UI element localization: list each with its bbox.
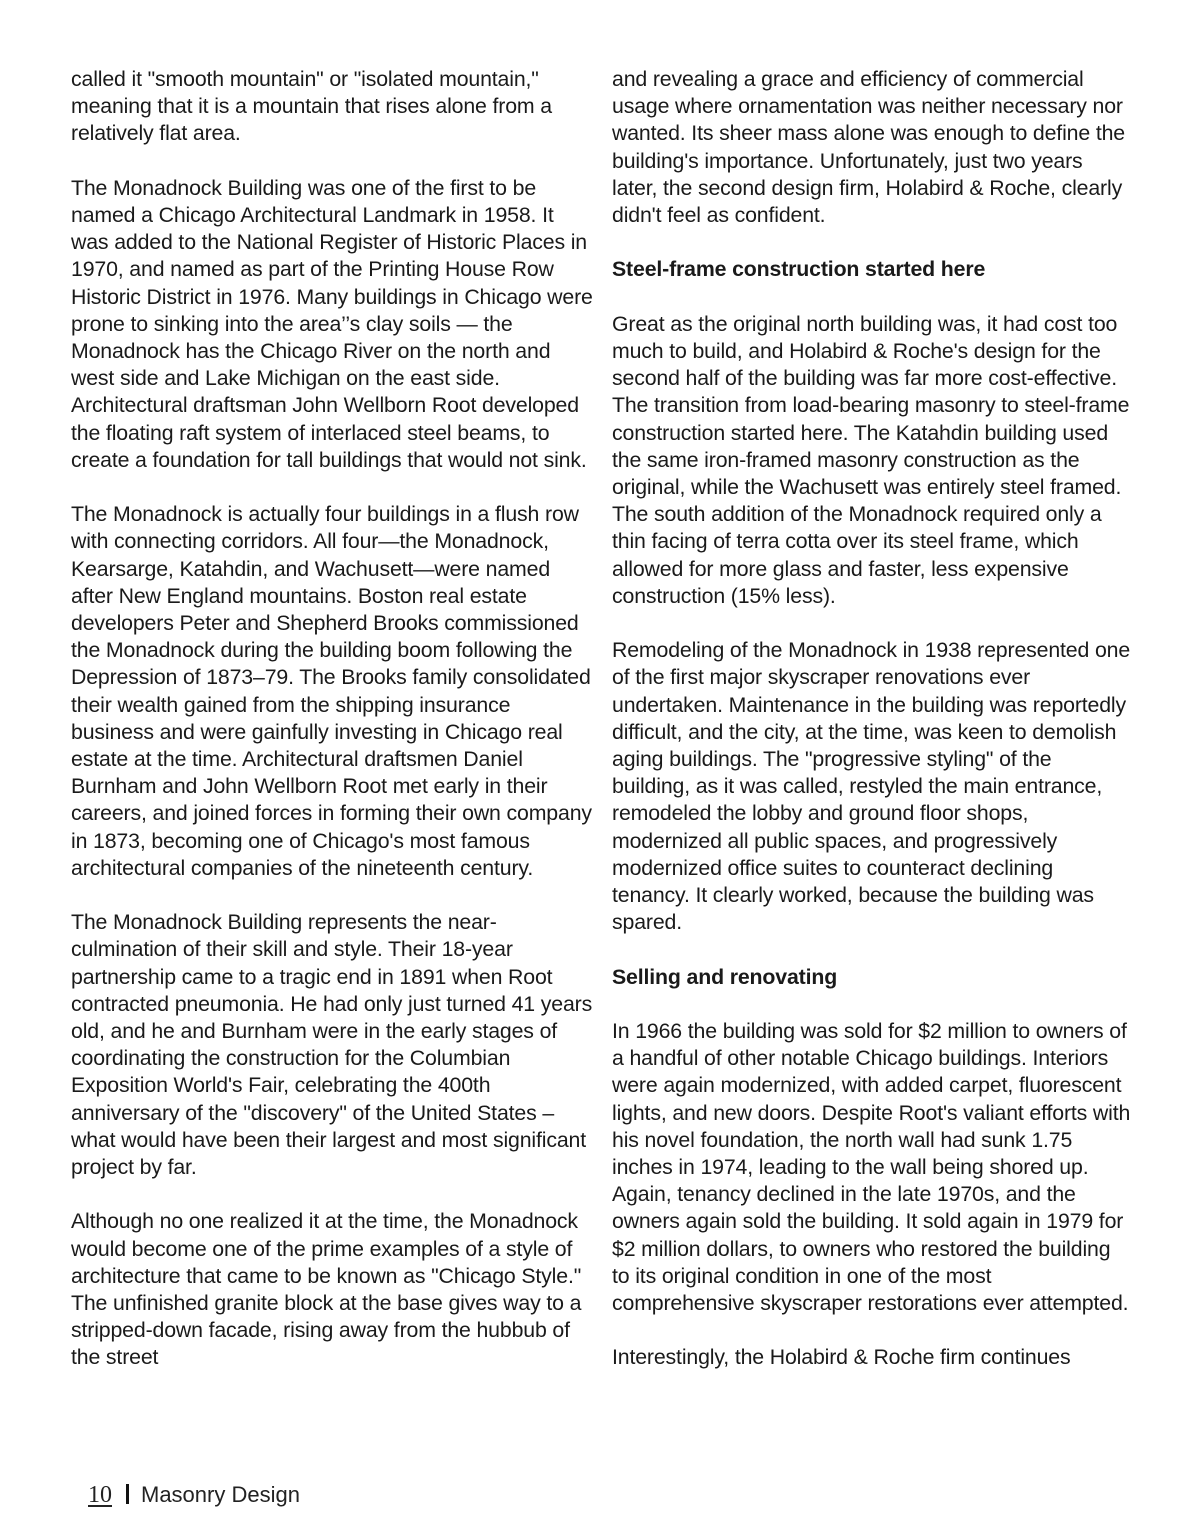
body-paragraph: and revealing a grace and efficiency of commercial usage where ornamentation was neither necessary nor wanted. Its sheer mass alone was enough to define the building's importance. Unfortunately, just two years later, the second design firm, Holabird & Roche, clearly didn't feel as confident. bbox=[612, 67, 1125, 228]
body-paragraph: Although no one realized it at the time, the Monadnock would become one of the prime examples of a style of architecture that came to be known as "Chicago Style." The unfinished granite block at the base gives way to a stripped-down facade, rising away from the hubbub of the street bbox=[71, 1209, 582, 1370]
body-paragraph: Remodeling of the Monadnock in 1938 represented one of the first major skyscraper renovations ever undertaken. Maintenance in the building was reportedly difficult, and the city, at the time, was keen to demolish aging buildings. The "progressive styling" of the building, as it was called, restyled the main entrance, remodeled the lobby and ground floor shops, modernized all public spaces, and progressively modernized office suites to counteract declining tenancy. It clearly worked, because the building was spared. bbox=[612, 638, 1131, 935]
body-paragraph: Great as the original north building was, it had cost too much to build, and Holabird & Roche's design for the second half of the building was far more cost-effective. The transition from load-bearing masonry to steel-frame construction started here. The Katahdin building used the same iron-framed masonry construction as the original, while the Wachusett was entirely steel framed. The south addition of the Monadnock required only a thin facing of terra cotta over its steel frame, which allowed for more glass and faster, less expensive construction (15% less). bbox=[612, 311, 1130, 608]
section-heading: Steel-frame construction started here bbox=[612, 257, 986, 282]
body-paragraph: The Monadnock is actually four buildings in a flush row with connecting corridors. All four—the Monadnock, Kearsarge, Katahdin, and Wachusett—were named after New England mountains. Boston real estate developers Peter and Shepherd Brooks commissioned the Monadnock during the building boom following the Depression of 1873–79. The Brooks family consolidated their wealth gained from the shipping insurance business and were gainfully investing in Chicago real estate at the time. Architectural draftsmen Daniel Burnham and John Wellborn Root met early in their careers, and joined forces in forming their own company in 1873, becoming one of Chicago's most famous architectural companies of the nineteenth century. bbox=[71, 502, 592, 880]
left-column bbox=[71, 66, 593, 1399]
footer-divider bbox=[126, 1484, 129, 1504]
body-paragraph: The Monadnock Building represents the near-culmination of their skill and style. Their 18-year partnership came to a tragic end in 1891 when Root contracted pneumonia. He had only just turned 41 years old, and he and Burnham were in the early stages of coordinating the construction for the Columbian Exposition World's Fair, celebrating the 400th anniversary of the "discovery" of the United States – what would have been their largest and most significant project by far. bbox=[71, 910, 593, 1180]
body-paragraph: Interestingly, the Holabird & Roche firm continues bbox=[612, 1345, 1071, 1370]
publication-name: Masonry Design bbox=[141, 1482, 300, 1507]
section-heading: Selling and renovating bbox=[612, 964, 838, 989]
body-paragraph: In 1966 the building was sold for $2 million to owners of a handful of other notable Chicago buildings. Interiors were again modernized, with added carpet, fluorescent lights, and new doors. Despite Root's valiant efforts with his novel foundation, the north wall had sunk 1.75 inches in 1974, leading to the wall being shored up. Again, tenancy declined in the late 1970s, and the owners again sold the building. It sold again in 1979 for $2 million dollars, to owners who restored the building to its original condition in one of the most comprehensive skyscraper restorations ever attempted. bbox=[612, 1019, 1131, 1316]
page-footer bbox=[88, 1482, 300, 1509]
right-column bbox=[612, 66, 1132, 1399]
page-number: 10 bbox=[88, 1482, 112, 1508]
body-paragraph: called it "smooth mountain" or "isolated mountain," meaning that it is a mountain that rises alone from a relatively flat area. bbox=[71, 67, 552, 146]
body-paragraph: The Monadnock Building was one of the first to be named a Chicago Architectural Landmark in 1958. It was added to the National Register of Historic Places in 1970, and named as part of the Printing House Row Historic District in 1976. Many buildings in Chicago were prone to sinking into the area’’s clay soils — the Monadnock has the Chicago River on the north and west side and Lake Michigan on the east side. Architectural draftsman John Wellborn Root developed the floating raft system of interlaced steel beams, to create a foundation for tall buildings that would not sink. bbox=[71, 175, 593, 472]
